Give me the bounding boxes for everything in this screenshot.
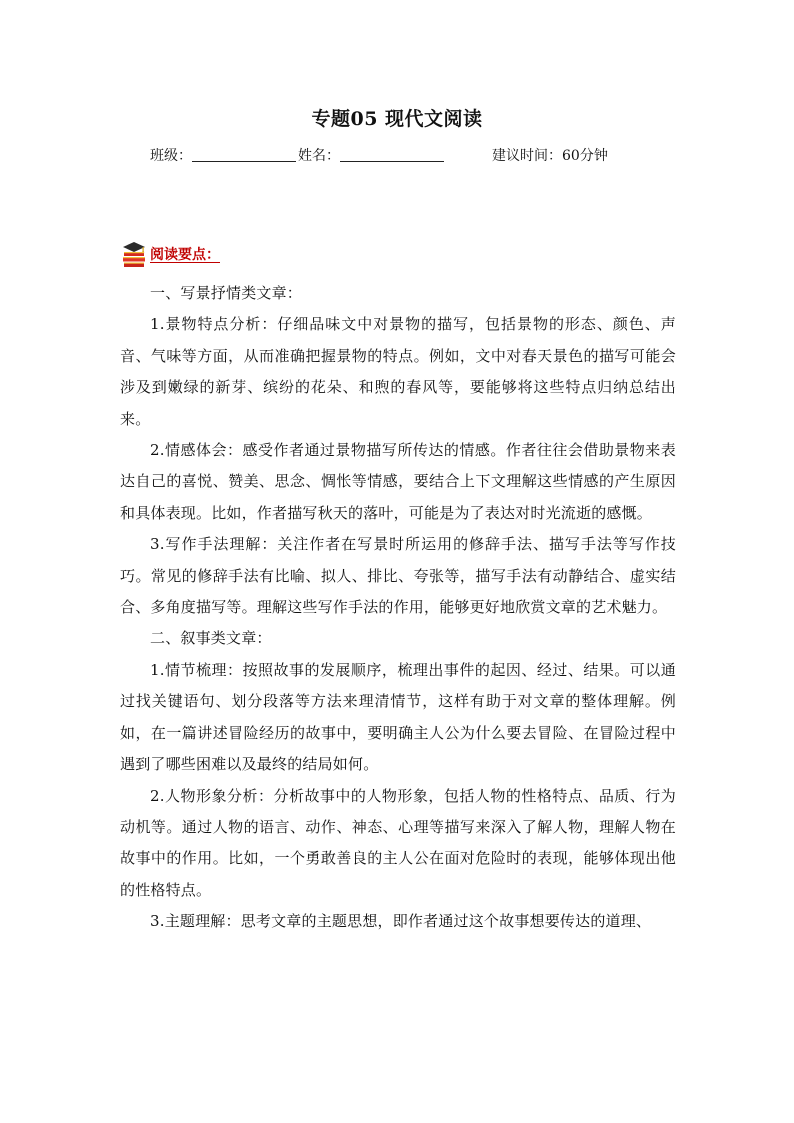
paragraph: 2.人物形象分析：分析故事中的人物形象，包括人物的性格特点、品质、行为动机等。通过人物的语言、动作、神态、心理等描写来深入了解人物，理解人物在故事中的作用。比如，一个勇敢善良的主人公在面对危险时的表现，能够体现出他的性格特点。 bbox=[120, 786, 676, 899]
book-stack-icon bbox=[120, 240, 148, 268]
document-title: 专题05 现代文阅读 bbox=[311, 108, 483, 130]
class-label: 班级： bbox=[150, 148, 192, 164]
student-info-line bbox=[150, 145, 670, 165]
name-label: 姓名： bbox=[298, 148, 340, 164]
document-body bbox=[120, 278, 676, 938]
class-blank[interactable] bbox=[192, 147, 296, 162]
paragraph: 3.主题理解：思考文章的主题思想，即作者通过这个故事想要传达的道理、 bbox=[150, 912, 652, 931]
paragraph: 1.景物特点分析：仔细品味文中对景物的描写，包括景物的形态、颜色、声音、气味等方面，从而准确把握景物的特点。例如，文中对春天景色的描写可能会涉及到嫩绿的新芽、缤纷的花朵、和煦的春风等，要能够将这些特点归纳总结出来。 bbox=[120, 315, 676, 428]
paragraph: 1.情节梳理：按照故事的发展顺序，梳理出事件的起因、经过、结果。可以通过找关键语句、划分段落等方法来理清情节，这样有助于对文章的整体理解。例如，在一篇讲述冒险经历的故事中，要明确主人公为什么要去冒险、在冒险过程中遇到了哪些困难以及最终的结局如何。 bbox=[120, 660, 676, 774]
name-blank[interactable] bbox=[340, 147, 444, 162]
paragraph: 2.情感体会：感受作者通过景物描写所传达的情感。作者往往会借助景物来表达自己的喜悦、赞美、思念、惆怅等情感，要结合上下文理解这些情感的产生原因和具体表现。比如，作者描写秋天的落叶，可能是为了表达对时光流逝的感慨。 bbox=[120, 441, 676, 522]
suggested-time: 建议时间：60分钟 bbox=[492, 148, 608, 164]
section-heading bbox=[120, 240, 220, 268]
paragraph: 二、叙事类文章： bbox=[150, 629, 272, 648]
paragraph: 3.写作手法理解：关注作者在写景时所运用的修辞手法、描写手法等写作技巧。常见的修辞手法有比喻、拟人、排比、夸张等，描写手法有动静结合、虚实结合、多角度描写等。理解这些写作手法的作用，能够更好地欣赏文章的艺术魅力。 bbox=[120, 535, 676, 617]
section-heading-label: 阅读要点： bbox=[150, 247, 220, 263]
paragraph: 一、写景抒情类文章： bbox=[150, 284, 303, 302]
